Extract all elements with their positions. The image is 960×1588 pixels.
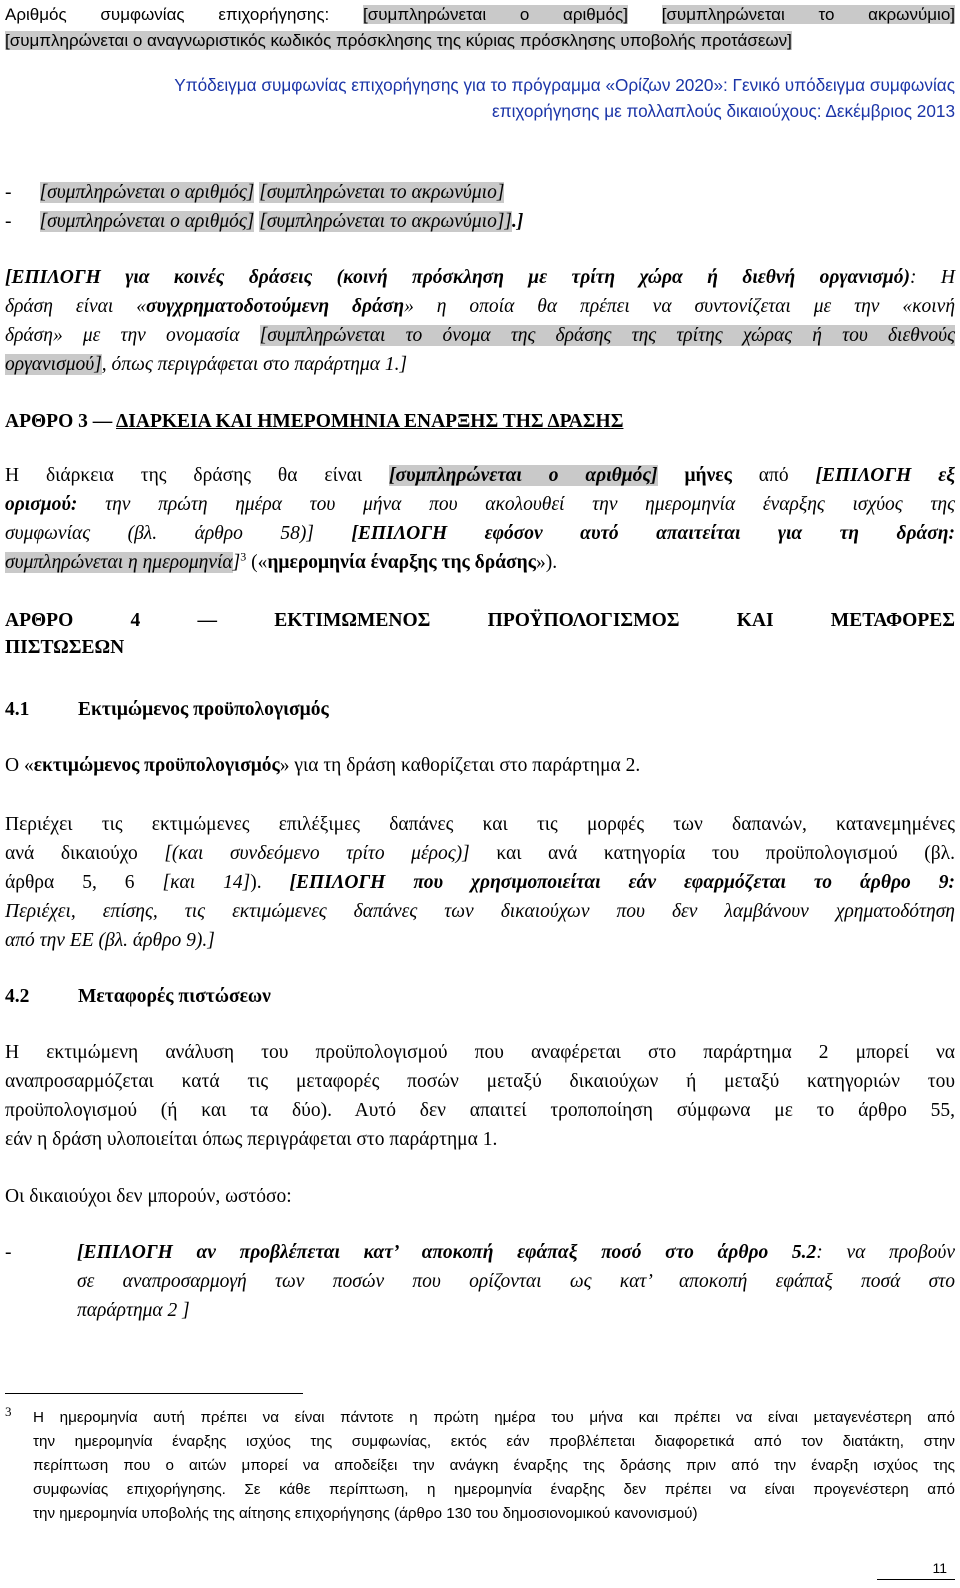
option-label: [ΕΠΙΛΟΓΗ που χρησιμοποιείται εάν εφαρμόζεται το άρθρο 9: [289, 872, 955, 893]
article-3-line1 [5, 463, 955, 489]
footnote-separator [5, 1393, 303, 1394]
article-title: ΔΙΑΡΚΕΙΑ ΚΑΙ ΗΜΕΡΟΜΗΝΙΑ ΕΝΑΡΞΗΣ ΤΗΣ ΔΡΑΣΗΣ [116, 411, 624, 432]
placeholder-number: [συμπληρώνεται ο αριθμός] [39, 211, 255, 232]
footnote-line2: την ημερομηνία έναρξης ισχύος της συμφωνίας, εκτός εάν προβλέπεται διαφορετικά από τον διατάκτη, στην [33, 1433, 955, 1450]
defined-term: ημερομηνία έναρξης της δράσης [267, 552, 536, 573]
option-joint-line2 [5, 294, 955, 320]
text: Η διάρκεια της δράσης θα είναι [5, 465, 390, 486]
header-subtitle-line1: Υπόδειγμα συμφωνίας επιχορήγησης για το πρόγραμμα «Ορίζων 2020»: Γενικό υπόδειγμα συμφωνίας [174, 75, 955, 95]
article-4-heading-line1: ΑΡΘΡΟ 4 — ΕΚΤΙΜΩΜΕΝΟΣ ΠΡΟΫΠΟΛΟΓΙΣΜΟΣ ΚΑΙ ΜΕΤΑΦΟΡΕΣ [5, 610, 955, 631]
optional-text: [(και συνδεόμενο τρίτο μέρος)] [164, 843, 470, 864]
article-3-line2 [5, 492, 955, 518]
text: ). [250, 872, 290, 893]
text: συμφωνίας (βλ. άρθρο 58)] [5, 523, 352, 544]
placeholder-date: συμπληρώνεται η ημερομηνία [5, 552, 233, 573]
text: δράση είναι « [5, 296, 147, 317]
text: μήνες [657, 465, 732, 486]
section-4-2-para1-line4: εάν η δράση υλοποιείται όπως περιγράφεται στο παράρτημα 1. [5, 1129, 498, 1150]
text: ] [232, 552, 241, 573]
section-4-2-para1-line1: Η εκτιμώμενη ανάλυση του προϋπολογισμού που αναφέρεται στο παράρτημα 2 μπορεί να [5, 1042, 955, 1063]
section-number: 4.2 [5, 986, 30, 1007]
page-number: 11 [932, 1560, 947, 1576]
section-4-1-para2-line1: Περιέχει τις εκτιμώμενες επιλέξιμες δαπάνες και τις μορφές των δαπανών, κατανεμημένες [5, 814, 955, 835]
text: και ανά κατηγορία του προϋπολογισμού (βλ. [469, 843, 955, 864]
text: ανά δικαιούχο [5, 843, 165, 864]
article-4-heading-line2: ΠΙΣΤΩΣΕΩΝ [5, 637, 125, 658]
section-title: Εκτιμώμενος προϋπολογισμός [78, 699, 329, 720]
option-label: [ΕΠΙΛΟΓΗ για κοινές δράσεις (κοινή πρόσκληση με τρίτη χώρα ή διεθνή οργανισμό) [5, 267, 911, 288]
footnote-line5: την ημερομηνία υποβολής της αίτησης επιχορήγησης (άρθρο 130 του δημοσιονομικού κανονισμού) [33, 1505, 698, 1522]
option-label: ορισμού: [5, 494, 78, 515]
list-item [5, 180, 504, 206]
header-label: Αριθμός συμφωνίας επιχορήγησης: [5, 5, 364, 24]
section-4-1-heading [5, 697, 329, 723]
text: άρθρα 5, 6 [5, 872, 163, 893]
text: » για τη δράση καθορίζεται στο παράρτημα 2. [279, 755, 641, 776]
text: δράση» με την ονομασία [5, 325, 260, 346]
section-title: Μεταφορές πιστώσεων [78, 986, 271, 1007]
section-number: 4.1 [5, 699, 30, 720]
text: Ο « [5, 755, 34, 776]
option-label: [ΕΠΙΛΟΓΗ εξ [815, 465, 955, 486]
list-item-dash: - [5, 1242, 12, 1263]
defined-term: εκτιμώμενος προϋπολογισμός [33, 755, 280, 776]
option-label: [ΕΠΙΛΟΓΗ εφόσον αυτό απαιτείται για τη δράση: [351, 523, 955, 544]
option-joint-line1 [5, 265, 955, 291]
placeholder-acronym: [συμπληρώνεται το ακρωνύμιο] [661, 5, 955, 24]
footnote-ref: 3 [240, 549, 247, 564]
defined-term: συγχρηματοδοτούμενη δράση [146, 296, 405, 317]
section-4-1-para2-line3 [5, 870, 955, 896]
option-joint-line3 [5, 323, 955, 349]
list-item-line2: σε αναπροσαρμογή των ποσών που ορίζονται ως κατ’ αποκοπή εφάπαξ ποσά στο [77, 1271, 955, 1292]
section-4-1-para1 [5, 753, 640, 779]
bullet-dash: - [5, 211, 12, 232]
option-label: [ΕΠΙΛΟΓΗ αν προβλέπεται κατ’ αποκοπή εφάπαξ ποσό στο άρθρο 5.2 [77, 1242, 817, 1263]
optional-text: [και 14] [162, 872, 251, 893]
header-call-identifier [5, 28, 792, 54]
footnote-line3: περίπτωση που ο αιτών μπορεί να αποδείξει την ανάγκη έναρξης της δράσης πριν από την έναρξη ισχύος της [33, 1457, 955, 1474]
list-item-line1 [77, 1240, 955, 1266]
list-item [5, 209, 523, 235]
text: : Η [910, 267, 955, 288]
text: »). [535, 552, 558, 573]
article-3-line4 [5, 550, 557, 576]
header-agreement-number [5, 2, 955, 28]
footnote-number: 3 [5, 1404, 12, 1419]
placeholder-call-id: [συμπληρώνεται ο αναγνωριστικός κωδικός πρόσκλησης της κύριας πρόσκλησης υποβολής προτάσεων] [5, 31, 792, 50]
placeholder-action-name: [συμπληρώνεται το όνομα της δράσης της τρίτης χώρας ή του διεθνούς [259, 325, 955, 346]
text: » η οποία θα πρέπει να συντονίζεται με την «κοινή [404, 296, 955, 317]
section-4-2-para1-line3: προϋπολογισμού (ή και τα δύο). Αυτό δεν απαιτεί τροποποίηση σύμφωνα με το άρθρο 55, [5, 1100, 955, 1121]
text: : να προβούν [816, 1242, 955, 1263]
placeholder-acronym: [συμπληρώνεται το ακρωνύμιο]] [259, 211, 512, 232]
section-4-1-para2-line5: από την ΕΕ (βλ. άρθρο 9).] [5, 930, 215, 951]
section-4-2-para1-line2: αναπροσαρμόζεται κατά τις μεταφορές ποσών μεταξύ δικαιούχων ή μεταξύ κατηγοριών του [5, 1071, 955, 1092]
section-4-1-para2-line2 [5, 841, 955, 867]
placeholder-action-name: οργανισμού] [5, 354, 102, 375]
spacer [628, 5, 662, 24]
text: την πρώτη ημέρα του μήνα που ακολουθεί την ημερομηνία έναρξης ισχύος της [77, 494, 955, 515]
footnote-line4: συμφωνίας επιχορήγησης. Σε κάθε περίπτωση, η ημερομηνία έναρξης δεν πρέπει να είναι προγενέστερη από [33, 1481, 955, 1498]
page-number-rule [877, 1579, 955, 1580]
section-4-2-para2: Οι δικαιούχοι δεν μπορούν, ωστόσο: [5, 1186, 292, 1207]
text: (« [246, 552, 268, 573]
bullet-dash: - [5, 182, 12, 203]
article-3-line3 [5, 521, 955, 547]
list-item-line3: παράρτημα 2 ] [77, 1300, 190, 1321]
header-subtitle-line2: επιχορήγησης με πολλαπλούς δικαιούχους: Δεκέμβριος 2013 [492, 101, 955, 121]
article-number: ΑΡΘΡΟ 3 — [5, 411, 117, 432]
bracket-close: .] [512, 211, 524, 232]
document-page [5, 0, 955, 1588]
text: , όπως περιγράφεται στο παράρτημα 1.] [101, 354, 408, 375]
text: από [731, 465, 816, 486]
placeholder-number: [συμπληρώνεται ο αριθμός] [363, 5, 628, 24]
section-4-1-para2-line4: Περιέχει, επίσης, τις εκτιμώμενες δαπάνες των δικαιούχων που δεν λαμβάνουν χρηματοδότηση [5, 901, 955, 922]
option-joint-line4 [5, 352, 407, 378]
placeholder-acronym: [συμπληρώνεται το ακρωνύμιο] [259, 182, 505, 203]
placeholder-number: [συμπληρώνεται ο αριθμός] [389, 465, 658, 486]
section-4-2-heading [5, 984, 271, 1010]
article-3-heading [5, 409, 623, 435]
footnote-line1: Η ημερομηνία αυτή πρέπει να είναι πάντοτε η πρώτη ημέρα του μήνα και πρέπει να είναι μεταγενέστερη από [33, 1409, 955, 1426]
placeholder-number: [συμπληρώνεται ο αριθμός] [39, 182, 255, 203]
